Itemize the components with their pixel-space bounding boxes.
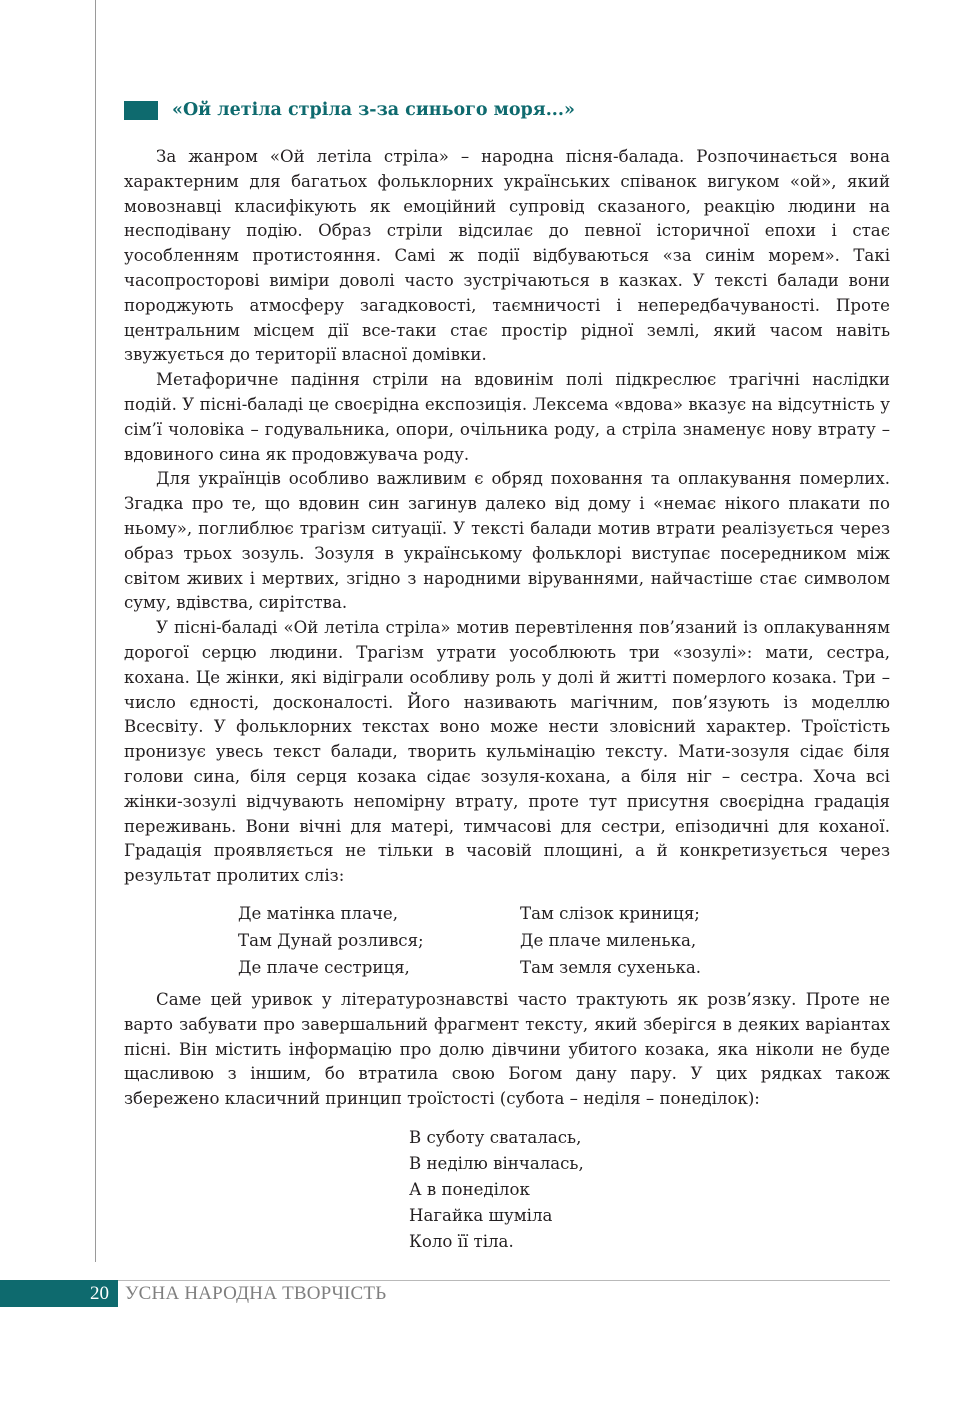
poem-line: Там земля сухенька. — [520, 958, 702, 977]
poem-line: Де матінка плаче, — [238, 904, 399, 923]
closing-text — [124, 988, 890, 1112]
paragraph: Для українців особливо важливим є обряд поховання та оплакування померлих. Згадка про те, що вдовин син загинув далеко від дому і «немає нікого плакати по ньому», поглиблює трагізм ситуації. У тексті балади мотив втрати реалізується через образ трьох зозуль. Зозуля в українському фольклорі виступає посередником між світом живих і мертвих, згідно з народними віруваннями, найчастіше стає символом суму, вдівства, сирітства. — [124, 469, 890, 613]
poem-line: В суботу сваталась, — [409, 1128, 582, 1147]
poem-line: Там Дунай розлився; — [238, 931, 424, 950]
paragraph: Метафоричне падіння стріли на вдовинім полі підкреслює трагічні наслідки подій. У пісні-баладі це своєрідна експозиція. Лексема «вдова» вказує на відсутність у сім’ї чоловіка – годувальника, опори, очільника роду, а стріла знаменує нову втрату – вдовиного сина як продовжувача роду. — [124, 370, 890, 464]
poem-line: Там слізок криниця; — [520, 904, 700, 923]
poem-final-excerpt — [409, 1125, 584, 1255]
heading-marker — [124, 101, 158, 120]
poem-right-column — [520, 900, 802, 981]
section-heading — [124, 100, 894, 120]
poem-left-column — [238, 900, 520, 981]
poem-line: А в понеділок — [409, 1180, 530, 1199]
poem-line: Нагайка шуміла — [409, 1206, 553, 1225]
poem-line: В неділю вінчалась, — [409, 1154, 584, 1173]
poem-line: Коло її тіла. — [409, 1232, 514, 1251]
poem-line: Де плаче миленька, — [520, 931, 697, 950]
running-title: УСНА НАРОДНА ТВОРЧІСТЬ — [125, 1283, 387, 1304]
paragraph: Саме цей уривок у літературознавстві часто трактують як розв’язку. Проте не варто забувати про завершальний фрагмент тексту, який зберігся в деяких варіантах пісні. Він містить інформацію про долю дівчини убитого козака, яка ніколи не буде щасливою з іншим, бо втратила свою Богом дану пару. У цих рядках також збережено класичний принцип троїстості (субота – неділя – понеділок): — [124, 990, 890, 1109]
poem-excerpt — [238, 900, 802, 981]
section-title: «Ой летіла стріла з-за синього моря...» — [172, 100, 575, 120]
page-margin-line — [95, 0, 96, 1262]
paragraph: За жанром «Ой летіла стріла» – народна пісня-балада. Розпочинається вона характерним для багатьох фольклорних українських співанок вигуком «ой», який мовознавці класифікують як емоційний супровід сказаного, реакцію людини на несподівану подію. Образ стріли відсилає до певної історичної епохи і стає уособленням протистояння. Самі ж події відбуваються «за синім морем». Такі часопросторові виміри доволі часто зустрічаються в казках. У тексті балади вони породжують атмосферу загадковості, таємничості і непередбачуваності. Проте центральним місцем дії все-таки стає простір рідної землі, який часом навіть звужується до території власної домівки. — [124, 147, 890, 365]
footer-divider — [118, 1280, 890, 1281]
paragraph: У пісні-баладі «Ой летіла стріла» мотив перевтілення пов’язаний із оплакуванням дорогої серцю людини. Трагізм утрати уособлюють три «зозулі»: мати, сестра, кохана. Це жінки, які відіграли особливу роль у долі й житті померлого козака. Три – число єдності, досконалості. Його називають магічним, пов’язують із моделлю Всесвіту. У фольклорних текстах воно може нести зловісний характер. Троїстість пронизує увесь текст балади, творить кульмінацію тексту. Мати-зозуля сідає біля голови сина, біля серця козака сідає зозуля-кохана, а біля ніг – сестра. Хоча всі жінки-зозулі відчувають непомірну втрату, проте тут присутня своєрідна градація переживань. Вони вічні для матері, тимчасові для сестри, епізодичні для коханої. Градація проявляється не тільки в часовій площині, а й конкретизується через результат пролитих сліз: — [124, 618, 890, 886]
poem-line: Де плаче сестриця, — [238, 958, 410, 977]
page-number: 20 — [90, 1283, 109, 1304]
main-text — [124, 145, 890, 889]
